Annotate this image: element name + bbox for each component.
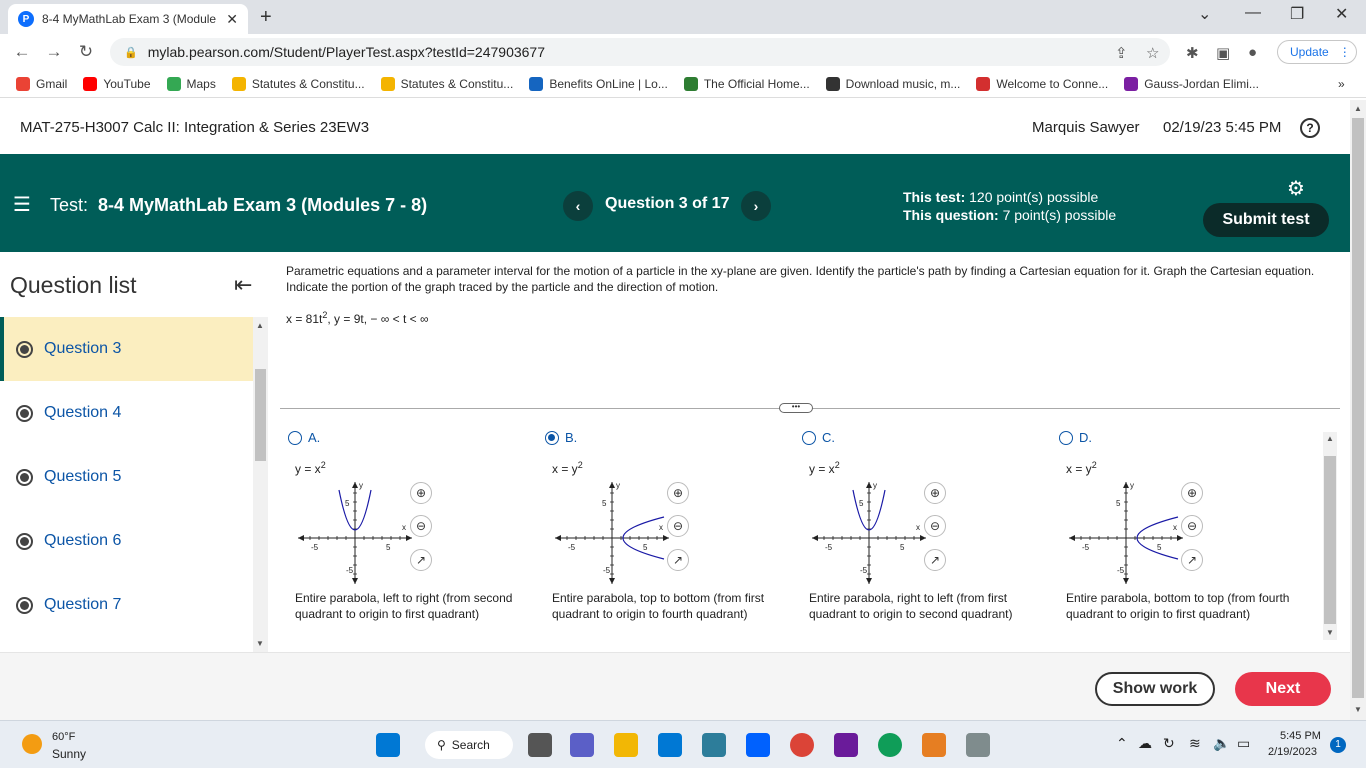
equation-rest: , y = 9t, − ∞ < t < ∞ [327, 312, 429, 326]
bookmark-label: Maps [186, 76, 216, 91]
question-list-scrollbar[interactable] [253, 317, 268, 652]
question-list-item-5[interactable] [0, 445, 253, 509]
course-title: MAT-275-H3007 Calc II: Integration & Series 23EW3 [20, 119, 370, 136]
bookmark-label: Gauss-Jordan Elimi... [1144, 76, 1259, 91]
choice-equation [295, 460, 326, 476]
next-question-button[interactable]: › [741, 191, 771, 221]
x-axis-label: x [402, 523, 406, 532]
points-info [903, 188, 1116, 224]
choice-option[interactable] [537, 430, 787, 445]
close-tab-icon[interactable]: ✕ [226, 10, 238, 27]
tab-search-icon[interactable]: ⌄ [1198, 6, 1212, 23]
open-new-window-icon[interactable]: ↗ [667, 549, 689, 571]
choice-equation [552, 460, 583, 476]
this-question-value: 7 point(s) possible [1002, 207, 1117, 223]
y-tick-label-pos: 5 [1116, 499, 1121, 508]
zoom-out-icon[interactable]: ⊖ [410, 515, 432, 537]
hamburger-menu-icon[interactable]: ☰ [13, 194, 31, 216]
datetime: 02/19/23 5:45 PM [1163, 119, 1282, 136]
task-view-icon[interactable] [528, 733, 552, 757]
x-tick-label-neg: -5 [311, 543, 319, 552]
answered-indicator-icon [16, 341, 33, 358]
page-scrollbar[interactable] [1350, 100, 1366, 720]
answered-indicator-icon [16, 533, 33, 550]
y-axis-arrow-icon [609, 482, 615, 488]
y-axis-arrow-icon [352, 578, 358, 584]
clock-date[interactable]: 2/19/2023 [1268, 746, 1317, 758]
search-icon: ⚲ [437, 738, 446, 752]
volume-icon[interactable]: 🔈 [1213, 735, 1231, 751]
scroll-up-icon[interactable]: ▲ [1326, 434, 1334, 443]
browser-tabbar [0, 0, 1366, 34]
question-list-label: Question 4 [44, 404, 122, 421]
choice-graph [1061, 478, 1191, 586]
gmail-icon [16, 77, 30, 91]
question-list-label: Question 7 [44, 596, 122, 613]
test-bar [0, 154, 1350, 252]
x-axis-arrow-icon [298, 535, 304, 541]
y-tick-label-neg: -5 [603, 566, 611, 575]
new-tab-icon[interactable]: + [260, 6, 272, 28]
zoom-out-icon[interactable]: ⊖ [924, 515, 946, 537]
x-axis-arrow-icon [920, 535, 926, 541]
collapse-panel-icon[interactable]: ⇤ [234, 272, 253, 297]
bookmark-label: Download music, m... [845, 76, 961, 91]
x-tick-label-pos: 5 [386, 543, 391, 552]
more-bookmarks-icon[interactable]: » [1338, 76, 1345, 91]
question-list-label: Question 5 [44, 468, 122, 485]
choice-d [1051, 430, 1301, 640]
file-explorer-icon[interactable] [614, 733, 638, 757]
scrollbar-thumb[interactable] [1352, 118, 1364, 698]
statutes-icon [381, 77, 395, 91]
choice-option[interactable] [280, 430, 530, 445]
this-question-label: This question: [903, 207, 999, 223]
bookmark-maps[interactable] [167, 77, 216, 91]
share-icon[interactable]: ⇪ [1115, 45, 1128, 62]
sync-icon[interactable]: ↻ [1163, 735, 1175, 751]
youtube-icon [83, 77, 97, 91]
choice-graph [804, 478, 934, 586]
bookmark-statutes-2[interactable] [381, 77, 514, 91]
x-axis-label: x [659, 523, 663, 532]
question-list-panel [0, 252, 270, 652]
question-list [0, 317, 253, 652]
y-axis-arrow-icon [866, 578, 872, 584]
test-name: 8-4 MyMathLab Exam 3 (Modules 7 - 8) [98, 195, 428, 215]
choice-description: Entire parabola, top to bottom (from first quadrant to origin to fourth quadrant) [552, 591, 765, 621]
help-icon[interactable]: ? [1300, 118, 1320, 138]
weather-temperature: 60°F [52, 731, 76, 743]
x-axis-arrow-icon [1069, 535, 1075, 541]
mail-icon[interactable] [658, 733, 682, 757]
choice-letter: A. [308, 430, 321, 445]
y-axis-label: y [616, 481, 620, 490]
choice-letter: B. [565, 430, 578, 445]
bookmark-gmail[interactable] [16, 77, 67, 91]
bookmark-welcome[interactable] [976, 77, 1108, 91]
this-test-value: 120 point(s) possible [969, 189, 1099, 205]
x-axis-arrow-icon [406, 535, 412, 541]
bookmark-label: YouTube [103, 76, 151, 91]
menu-dots-icon: ⋮ [1338, 45, 1351, 59]
choice-letter: C. [822, 430, 835, 445]
bookmarks-bar [0, 70, 1366, 98]
y-tick-label-neg: -5 [1117, 566, 1125, 575]
equation-x: x = 81t [286, 312, 323, 326]
question-list-label: Question 3 [44, 340, 122, 357]
y-tick-label-pos: 5 [859, 499, 864, 508]
resize-handle-icon[interactable]: ••• [779, 403, 813, 413]
choice-eq-exponent: 2 [834, 460, 840, 470]
y-axis-arrow-icon [352, 482, 358, 488]
pearson-favicon-icon: P [18, 11, 34, 27]
choice-eq-exponent: 2 [1091, 460, 1097, 470]
y-axis-label: y [1130, 481, 1134, 490]
radio-button[interactable] [545, 431, 559, 445]
back-icon[interactable]: ← [13, 42, 31, 61]
scroll-down-icon[interactable]: ▼ [1326, 628, 1334, 637]
clock-time[interactable]: 5:45 PM [1280, 730, 1321, 742]
question-list-item-7[interactable] [0, 573, 253, 637]
answered-indicator-icon [16, 469, 33, 486]
scroll-down-icon[interactable]: ▼ [256, 639, 264, 648]
test-prefix: Test: [50, 195, 89, 215]
bookmark-label: Statutes & Constitu... [251, 76, 365, 91]
y-axis-label: y [873, 481, 877, 490]
bookmark-label: Welcome to Conne... [996, 76, 1109, 91]
address-bar-row [0, 34, 1366, 70]
answered-indicator-icon [16, 597, 33, 614]
scroll-down-icon[interactable]: ▼ [1354, 705, 1362, 714]
bookmark-youtube[interactable] [83, 77, 150, 91]
onedrive-icon[interactable]: ☁ [1138, 735, 1152, 751]
question-counter[interactable]: Question 3 of 17 [605, 195, 730, 212]
bookmark-official-home[interactable] [684, 77, 810, 91]
choice-eq-base: y = x [809, 462, 835, 476]
choice-b [537, 430, 787, 640]
x-axis-arrow-icon [812, 535, 818, 541]
y-tick-label-pos: 5 [602, 499, 607, 508]
question-list-label: Question 6 [44, 532, 122, 549]
windows-start-icon[interactable] [376, 733, 400, 757]
choice-eq-base: y = x [295, 462, 321, 476]
question-equation [286, 310, 429, 326]
browser-tab[interactable] [8, 4, 248, 34]
benefits-icon [529, 77, 543, 91]
y-axis-arrow-icon [609, 578, 615, 584]
x-tick-label-pos: 5 [1157, 543, 1162, 552]
submit-test-button[interactable]: Submit test [1203, 203, 1329, 237]
scroll-up-icon[interactable]: ▲ [1354, 104, 1362, 113]
bookmark-star-icon[interactable]: ☆ [1146, 45, 1160, 62]
x-axis-label: x [916, 523, 920, 532]
forward-icon[interactable]: → [45, 42, 63, 61]
answered-indicator-icon [16, 405, 33, 422]
y-tick-label-pos: 5 [345, 499, 350, 508]
scrollbar-thumb[interactable] [255, 369, 266, 461]
sidepanel-icon[interactable]: ▣ [1216, 45, 1231, 62]
x-tick-label-neg: -5 [825, 543, 833, 552]
battery-icon[interactable]: ▭ [1237, 735, 1251, 751]
statutes-icon [232, 77, 246, 91]
bottom-action-bar [0, 652, 1350, 720]
sun-weather-icon[interactable] [22, 734, 42, 754]
choice-description: Entire parabola, right to left (from first quadrant to origin to second quadrant) [809, 591, 1013, 621]
teams-chat-icon[interactable] [570, 733, 594, 757]
wifi-icon[interactable]: ≋ [1189, 735, 1201, 751]
dropbox-icon[interactable] [746, 733, 770, 757]
answer-choices [280, 430, 1324, 640]
question-list-item-6[interactable] [0, 509, 253, 573]
choice-eq-exponent: 2 [577, 460, 583, 470]
next-button[interactable]: Next [1235, 672, 1331, 706]
y-axis-label: y [359, 481, 363, 490]
choice-description: Entire parabola, bottom to top (from fourth quadrant to origin to first quadrant) [1066, 591, 1290, 621]
x-axis-arrow-icon [663, 535, 669, 541]
open-new-window-icon[interactable]: ↗ [924, 549, 946, 571]
question-list-item-3[interactable] [0, 317, 253, 381]
minimize-icon[interactable]: — [1245, 4, 1261, 21]
choice-option[interactable] [1051, 430, 1301, 445]
choices-scrollbar[interactable] [1323, 432, 1337, 640]
x-tick-label-neg: -5 [568, 543, 576, 552]
gear-icon[interactable]: ⚙ [1287, 178, 1305, 200]
x-axis-arrow-icon [1177, 535, 1183, 541]
show-work-button[interactable]: Show work [1095, 672, 1215, 706]
reload-icon[interactable]: ↻ [78, 42, 94, 61]
test-title [50, 195, 427, 216]
store-icon[interactable] [702, 733, 726, 757]
scrollbar-thumb[interactable] [1324, 456, 1336, 624]
taskbar-search-label: Search [451, 738, 490, 752]
y-axis-arrow-icon [1123, 578, 1129, 584]
bookmark-label: The Official Home... [703, 76, 810, 91]
bookmark-label: Statutes & Constitu... [400, 76, 514, 91]
lock-icon: 🔒 [124, 46, 138, 59]
welcome-icon [976, 77, 990, 91]
app-icon[interactable] [834, 733, 858, 757]
notification-badge[interactable]: 1 [1330, 737, 1346, 753]
tray-overflow-icon[interactable]: ⌃ [1116, 735, 1128, 751]
weather-condition: Sunny [52, 747, 87, 761]
zoom-in-icon[interactable]: ⊕ [924, 482, 946, 504]
calculator-icon[interactable] [966, 733, 990, 757]
y-axis-arrow-icon [866, 482, 872, 488]
windows-taskbar [0, 720, 1366, 768]
choice-description: Entire parabola, left to right (from second quadrant to origin to first quadrant) [295, 591, 513, 621]
zoom-in-icon[interactable]: ⊕ [1181, 482, 1203, 504]
zoom-in-icon[interactable]: ⊕ [667, 482, 689, 504]
taskbar-search[interactable] [425, 731, 513, 759]
radio-button[interactable] [802, 431, 816, 445]
choice-graph [547, 478, 677, 586]
download-music-icon [826, 77, 840, 91]
url-text: mylab.pearson.com/Student/PlayerTest.aspx?testId=247903677 [147, 44, 546, 60]
official-home-icon [684, 77, 698, 91]
radio-button[interactable] [1059, 431, 1073, 445]
url-input[interactable] [110, 38, 1170, 66]
x-axis-arrow-icon [555, 535, 561, 541]
window-close-icon[interactable]: ✕ [1335, 6, 1349, 23]
this-test-label: This test: [903, 189, 966, 205]
gauss-jordan-icon [1124, 77, 1138, 91]
y-tick-label-neg: -5 [346, 566, 354, 575]
choice-eq-base: x = y [552, 462, 578, 476]
x-tick-label-neg: -5 [1082, 543, 1090, 552]
radio-button[interactable] [288, 431, 302, 445]
update-button[interactable] [1277, 40, 1357, 64]
choice-equation [1066, 460, 1097, 476]
question-list-title: Question list [10, 272, 137, 298]
previous-question-button[interactable]: ‹ [563, 191, 593, 221]
choice-a [280, 430, 530, 640]
chrome-icon[interactable] [790, 733, 814, 757]
choice-eq-base: x = y [1066, 462, 1092, 476]
zoom-out-icon[interactable]: ⊖ [667, 515, 689, 537]
app-header [0, 100, 1350, 154]
x-axis-label: x [1173, 523, 1177, 532]
y-tick-label-neg: -5 [860, 566, 868, 575]
bookmark-gauss-jordan[interactable] [1124, 77, 1259, 91]
bookmark-statutes-1[interactable] [232, 77, 365, 91]
question-prompt: Parametric equations and a parameter interval for the motion of a particle in the xy-plane are given. Identify the particle's path by finding a Cartesian equation for it. Graph the Cartesian equation. Indicate the portion of the graph traced by the particle and the direction of motion. [286, 264, 1315, 294]
bookmark-label: Benefits OnLine | Lo... [549, 76, 668, 91]
profile-icon[interactable]: ● [1248, 44, 1258, 61]
bookmark-label: Gmail [36, 76, 68, 91]
question-list-item-4[interactable] [0, 381, 253, 445]
choice-option[interactable] [794, 430, 1044, 445]
bookmark-benefits[interactable] [529, 77, 668, 91]
zoom-out-icon[interactable]: ⊖ [1181, 515, 1203, 537]
maps-icon [167, 77, 181, 91]
choice-letter: D. [1079, 430, 1092, 445]
open-new-window-icon[interactable]: ↗ [1181, 549, 1203, 571]
choice-c [794, 430, 1044, 640]
extensions-icon[interactable]: ✱ [1186, 45, 1199, 62]
y-axis-arrow-icon [1123, 482, 1129, 488]
x-tick-label-pos: 5 [900, 543, 905, 552]
zoom-in-icon[interactable]: ⊕ [410, 482, 432, 504]
update-label: Update [1290, 45, 1329, 59]
choice-eq-exponent: 2 [320, 460, 326, 470]
bookmark-download-music[interactable] [826, 77, 961, 91]
choice-equation [809, 460, 840, 476]
choice-graph [290, 478, 420, 586]
edge-icon[interactable] [878, 733, 902, 757]
x-tick-label-pos: 5 [643, 543, 648, 552]
equation-exponent: 2 [322, 310, 328, 320]
scroll-up-icon[interactable]: ▲ [256, 321, 264, 330]
restore-icon[interactable]: ❐ [1290, 6, 1305, 23]
tab-title: 8-4 MyMathLab Exam 3 (Module [42, 12, 217, 26]
media-player-icon[interactable] [922, 733, 946, 757]
user-name: Marquis Sawyer [1032, 119, 1140, 136]
open-new-window-icon[interactable]: ↗ [410, 549, 432, 571]
